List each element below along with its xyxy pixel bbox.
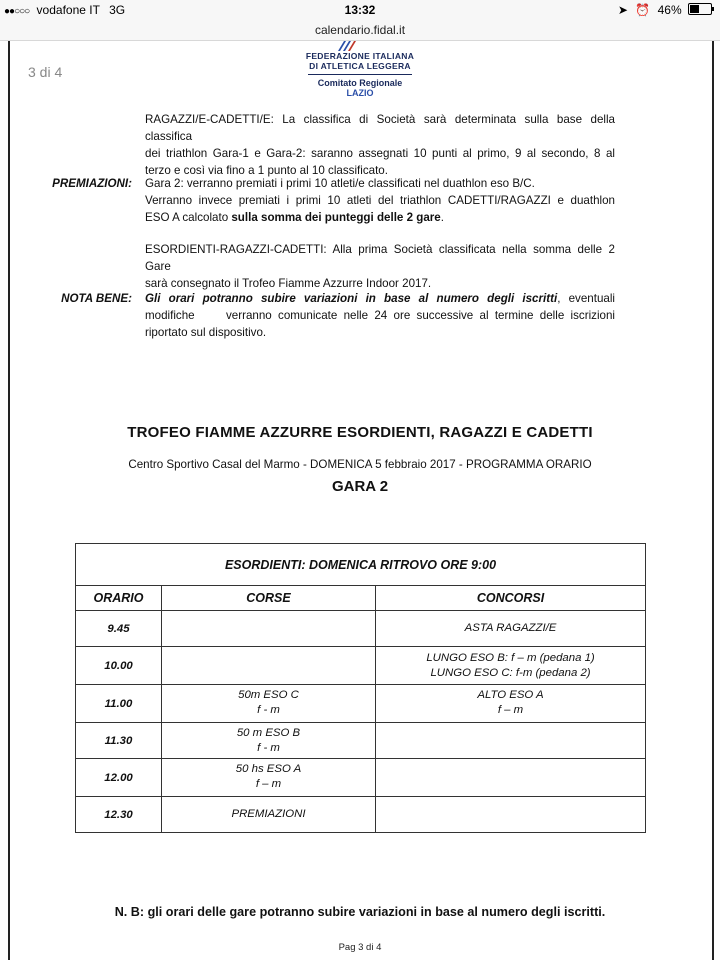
premiazioni-line-3-suffix: .: [440, 211, 444, 224]
nota-bene-line-1-rest: , eventuali: [557, 292, 615, 305]
carrier-name: vodafone IT: [36, 3, 100, 17]
nota-bene-paragraph: [145, 290, 615, 341]
row-time: 9.45: [76, 611, 162, 647]
url-text[interactable]: calendario.fidal.it: [314, 23, 406, 37]
corsa-entry: f – m: [255, 778, 282, 790]
premiazioni-line-3-prefix: ESO A calcolato: [145, 211, 232, 224]
corsa-entry: f - m: [257, 704, 280, 716]
row-corse: [162, 611, 376, 647]
premiazioni-label: PREMIAZIONI:: [52, 177, 132, 190]
network-type: 3G: [109, 3, 126, 17]
table-row: [76, 611, 646, 647]
battery-percent: 46%: [657, 3, 682, 17]
table-row: [76, 759, 646, 797]
table-row: [76, 723, 646, 759]
status-right: [618, 3, 712, 17]
concorso-entry: ALTO ESO A: [477, 689, 544, 701]
row-corse: [162, 647, 376, 685]
concorso-entry: LUNGO ESO B: f – m (pedana 1): [426, 651, 595, 664]
classifica-paragraph: [145, 111, 615, 179]
logo-divider: [308, 74, 412, 75]
event-title: TROFEO FIAMME AZZURRE ESORDIENTI, RAGAZZI E CADETTI: [127, 424, 593, 441]
corsa-entry: 50m ESO C: [238, 689, 299, 701]
fidal-emblem-icon: [336, 41, 360, 51]
corsa-entry: PREMIAZIONI: [231, 808, 306, 820]
fidal-logo: [300, 41, 420, 99]
event-subtitle: Centro Sportivo Casal del Marmo - DOMENICA 5 febbraio 2017 - PROGRAMMA ORARIO: [128, 458, 592, 471]
row-time: 12.00: [76, 759, 162, 797]
nota-bene-line-2: modifiche verranno comunicate nelle 24 ore successive al termine delle iscrizioni: [145, 309, 615, 322]
footnote: N. B: gli orari delle gare potranno subire variazioni in base al numero degli iscritti.: [114, 905, 606, 919]
header-corse: CORSE: [162, 586, 376, 611]
row-time: 11.00: [76, 685, 162, 723]
trofeo-line-2: sarà consegnato il Trofeo Fiamme Azzurre Indoor 2017.: [145, 277, 432, 290]
gara-heading: GARA 2: [331, 478, 389, 495]
classifica-line-3: terzo e così via fino a 1 punto al 10 classificato.: [145, 164, 388, 177]
nota-bene-bold: Gli orari potranno subire variazioni in base al numero degli iscritti: [145, 292, 558, 305]
row-time: 10.00: [76, 647, 162, 685]
table-row: [76, 797, 646, 833]
header-orario: ORARIO: [76, 586, 162, 611]
page-indicator: 3 di 4: [28, 64, 63, 80]
schedule-banner: ESORDIENTI: DOMENICA RITROVO ORE 9:00: [76, 544, 646, 586]
row-corse: [162, 685, 376, 723]
logo-org-line2: DI ATLETICA LEGGERA: [309, 61, 411, 71]
row-corse: [162, 723, 376, 759]
logo-comitato-text: Comitato Regionale: [317, 78, 403, 88]
alarm-icon: ⏰: [635, 3, 651, 17]
schedule-header-row: [76, 586, 646, 611]
schedule-table: [75, 543, 646, 833]
corsa-entry: f - m: [257, 742, 280, 754]
premiazioni-line-2: Verranno invece premiati i primi 10 atleti del triathlon CADETTI/RAGAZZI e duathlon: [145, 194, 615, 207]
row-time: 11.30: [76, 723, 162, 759]
row-concorsi: [376, 723, 646, 759]
row-concorsi: [376, 685, 646, 723]
logo-org-line1: FEDERAZIONE ITALIANA: [305, 51, 415, 61]
premiazioni-line-1: Gara 2: verranno premiati i primi 10 atleti/e classificati nel duathlon eso B/C.: [145, 177, 535, 190]
nota-bene-line-1: [145, 290, 615, 307]
battery-icon: [688, 3, 712, 15]
row-corse: [162, 759, 376, 797]
row-concorsi: [376, 611, 646, 647]
url-bar[interactable]: [0, 22, 720, 41]
location-icon: ➤: [617, 3, 628, 17]
premiazioni-paragraph: [145, 175, 615, 226]
logo-region: LAZIO: [346, 88, 374, 98]
table-row: [76, 647, 646, 685]
concorso-entry: ASTA RAGAZZI/E: [464, 622, 557, 634]
trofeo-paragraph: [145, 241, 615, 292]
table-row: [76, 685, 646, 723]
classifica-line-1: RAGAZZI/E-CADETTI/E: La classifica di Società sarà determinata sulla base della classifica: [145, 113, 615, 143]
signal-icon: ●●○○○: [4, 6, 30, 17]
row-concorsi: [376, 797, 646, 833]
concorso-entry: LUNGO ESO C: f-m (pedana 2): [430, 666, 591, 679]
battery-fill: [690, 5, 699, 13]
corsa-entry: 50 m ESO B: [236, 727, 301, 739]
classifica-line-2: dei triathlon Gara-1 e Gara-2: saranno assegnati 10 punti al primo, 9 al secondo, 8 al: [145, 147, 615, 160]
premiazioni-line-3-bold: sulla somma dei punteggi delle 2 gare: [231, 211, 441, 224]
clock: 13:32: [344, 3, 376, 17]
status-bar: [0, 0, 720, 22]
header-concorsi: CONCORSI: [376, 586, 646, 611]
row-corse: [162, 797, 376, 833]
row-time: 12.30: [76, 797, 162, 833]
premiazioni-line-3: [145, 209, 615, 226]
row-concorsi: [376, 759, 646, 797]
logo-comitato: [308, 78, 412, 98]
nota-bene-line-3: riportato sul dispositivo.: [145, 326, 267, 339]
page-footer: Pag 3 di 4: [338, 942, 382, 953]
row-concorsi: [376, 647, 646, 685]
nota-bene-label: NOTA BENE:: [61, 292, 132, 305]
corsa-entry: 50 hs ESO A: [235, 763, 302, 775]
trofeo-line-1: ESORDIENTI-RAGAZZI-CADETTI: Alla prima Società classificata nella somma delle 2 Gare: [145, 243, 615, 273]
concorso-entry: f – m: [497, 704, 524, 716]
